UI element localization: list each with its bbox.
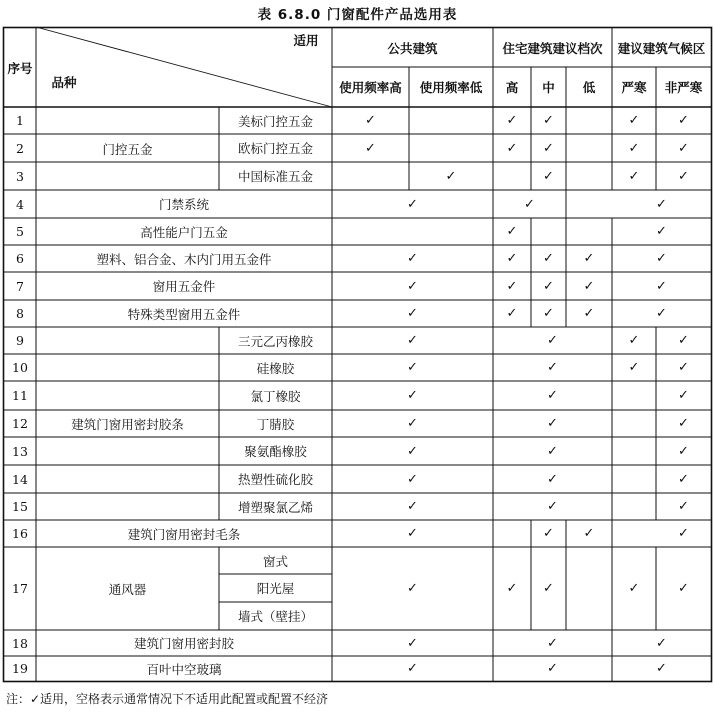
check-mark: ✓: [678, 113, 689, 128]
header-level-high: 高: [505, 80, 519, 95]
check-mark: ✓: [407, 416, 418, 431]
row-number: 18: [12, 635, 28, 651]
item-label: 高性能户门五金: [140, 224, 228, 240]
item-label: 中国标准五金: [237, 169, 313, 184]
check-mark: ✓: [543, 168, 554, 184]
check-mark: ✓: [543, 140, 554, 156]
header-level-low: 低: [582, 80, 596, 95]
check-mark: ✓: [506, 306, 518, 321]
check-mark: ✓: [547, 360, 558, 375]
check-mark: ✓: [407, 581, 418, 596]
check-mark: ✓: [407, 251, 418, 266]
header-level-mid: 中: [542, 80, 555, 95]
item-label: 窗用五金件: [152, 279, 216, 294]
row-number: 13: [12, 443, 28, 459]
check-mark: ✓: [543, 251, 554, 266]
check-mark: ✓: [583, 306, 595, 321]
row-number: 12: [12, 416, 28, 431]
item-label: 硅橡胶: [256, 360, 295, 376]
item-label: 建筑门窗用密封胶: [133, 636, 234, 651]
row-number: 10: [12, 360, 28, 375]
check-mark: ✓: [583, 526, 595, 541]
check-mark: ✓: [678, 168, 689, 184]
check-mark: ✓: [678, 526, 689, 541]
check-mark: ✓: [678, 443, 689, 459]
check-mark: ✓: [656, 224, 667, 239]
item-label: 阳光屋: [256, 581, 295, 596]
check-mark: ✓: [543, 306, 554, 321]
check-mark: ✓: [506, 224, 518, 239]
check-mark: ✓: [678, 333, 689, 348]
row-number: 17: [12, 581, 28, 596]
check-mark: ✓: [656, 251, 667, 266]
check-mark: ✓: [656, 278, 667, 294]
check-mark: ✓: [506, 581, 518, 596]
check-mark: ✓: [407, 278, 418, 294]
check-mark: ✓: [407, 635, 418, 651]
check-mark: ✓: [365, 113, 376, 128]
row-number: 5: [16, 224, 24, 239]
row-number: 4: [16, 196, 24, 212]
check-mark: ✓: [506, 140, 518, 156]
row-number: 8: [16, 306, 24, 321]
check-mark: ✓: [656, 661, 667, 676]
check-mark: ✓: [547, 499, 558, 514]
check-mark: ✓: [547, 388, 558, 403]
item-label: 墙式（壁挂）: [237, 609, 313, 624]
check-mark: ✓: [547, 471, 558, 487]
check-mark: ✓: [407, 333, 418, 348]
check-mark: ✓: [407, 471, 418, 487]
check-mark: ✓: [407, 196, 418, 212]
table-footnote: 注：✓适用，空格表示通常情况下不适用此配置或配置不经济: [6, 692, 329, 706]
item-label: 门禁系统: [158, 197, 209, 212]
check-mark: ✓: [678, 388, 689, 403]
row-number: 6: [16, 251, 24, 266]
item-label: 三元乙丙橡胶: [237, 333, 313, 349]
header-applicable: 适用: [293, 33, 319, 48]
check-mark: ✓: [524, 196, 535, 212]
item-label: 增塑聚氯乙烯: [237, 499, 313, 515]
header-freq-high: 使用频率高: [339, 80, 402, 95]
item-label: 塑料、铝合金、木内门用五金件: [96, 251, 272, 267]
check-mark: ✓: [543, 113, 554, 128]
check-mark: ✓: [678, 360, 689, 375]
item-label: 丁腈胶: [256, 416, 295, 432]
row-number: 14: [12, 471, 28, 487]
check-mark: ✓: [656, 306, 667, 321]
group-ventilator: 通风器: [108, 581, 147, 597]
check-mark: ✓: [506, 113, 518, 128]
check-mark: ✓: [628, 168, 640, 184]
check-mark: ✓: [543, 581, 554, 596]
header-residential-level: 住宅建筑建议档次: [502, 40, 603, 56]
check-mark: ✓: [678, 140, 689, 156]
header-seq: 序号: [7, 60, 33, 76]
item-label: 氯丁橡胶: [250, 388, 301, 404]
row-number: 9: [16, 333, 24, 348]
check-mark: ✓: [407, 499, 418, 514]
check-mark: ✓: [628, 333, 640, 348]
row-number: 7: [16, 278, 24, 294]
check-mark: ✓: [656, 635, 667, 651]
check-mark: ✓: [365, 140, 376, 156]
check-mark: ✓: [678, 581, 689, 596]
item-label: 窗式: [262, 553, 288, 569]
item-label: 美标门控五金: [237, 113, 313, 129]
table-title: 表 6.8.0 门窗配件产品选用表: [257, 7, 458, 23]
check-mark: ✓: [678, 416, 689, 431]
group-seal-strip: 建筑门窗用密封胶条: [71, 416, 184, 432]
group-door-hardware: 门控五金: [102, 141, 153, 157]
check-mark: ✓: [407, 360, 418, 375]
check-mark: ✓: [407, 306, 418, 321]
check-mark: ✓: [407, 526, 418, 541]
row-number: 15: [12, 499, 28, 514]
item-label: 欧标门控五金: [237, 141, 313, 156]
check-mark: ✓: [407, 388, 418, 403]
check-mark: ✓: [628, 113, 640, 128]
row-number: 16: [12, 526, 28, 541]
check-mark: ✓: [547, 443, 558, 459]
check-mark: ✓: [506, 251, 518, 266]
header-public-building: 公共建筑: [387, 40, 438, 56]
check-mark: ✓: [547, 635, 558, 651]
check-mark: ✓: [547, 416, 558, 431]
row-number: 2: [16, 140, 24, 156]
item-label: 建筑门窗用密封毛条: [127, 526, 241, 542]
item-label: 百叶中空玻璃: [146, 661, 222, 677]
header-freq-low: 使用频率低: [419, 80, 483, 95]
item-label: 特殊类型窗用五金件: [127, 306, 241, 322]
check-mark: ✓: [678, 471, 689, 487]
check-mark: ✓: [445, 168, 457, 184]
row-number: 3: [16, 168, 24, 184]
check-mark: ✓: [543, 278, 554, 294]
header-climate-zone: 建议建筑气候区: [617, 40, 706, 56]
check-mark: ✓: [583, 278, 595, 294]
check-mark: ✓: [407, 443, 418, 459]
row-number: 19: [12, 661, 28, 676]
check-mark: ✓: [678, 499, 689, 514]
check-mark: ✓: [407, 661, 418, 676]
check-mark: ✓: [547, 333, 558, 348]
check-mark: ✓: [628, 360, 640, 375]
header-variety: 品种: [51, 75, 77, 90]
row-number: 11: [12, 388, 28, 403]
check-mark: ✓: [628, 140, 640, 156]
check-mark: ✓: [656, 196, 667, 212]
item-label: 聚氨酯橡胶: [244, 444, 307, 459]
check-mark: ✓: [628, 581, 640, 596]
check-mark: ✓: [506, 278, 518, 294]
check-mark: ✓: [543, 526, 554, 541]
header-non-severe-cold: 非严寒: [664, 80, 703, 95]
header-severe-cold: 严寒: [621, 80, 647, 95]
item-label: 热塑性硫化胶: [237, 472, 313, 487]
check-mark: ✓: [583, 251, 595, 266]
row-number: 1: [16, 113, 24, 128]
check-mark: ✓: [547, 661, 558, 676]
